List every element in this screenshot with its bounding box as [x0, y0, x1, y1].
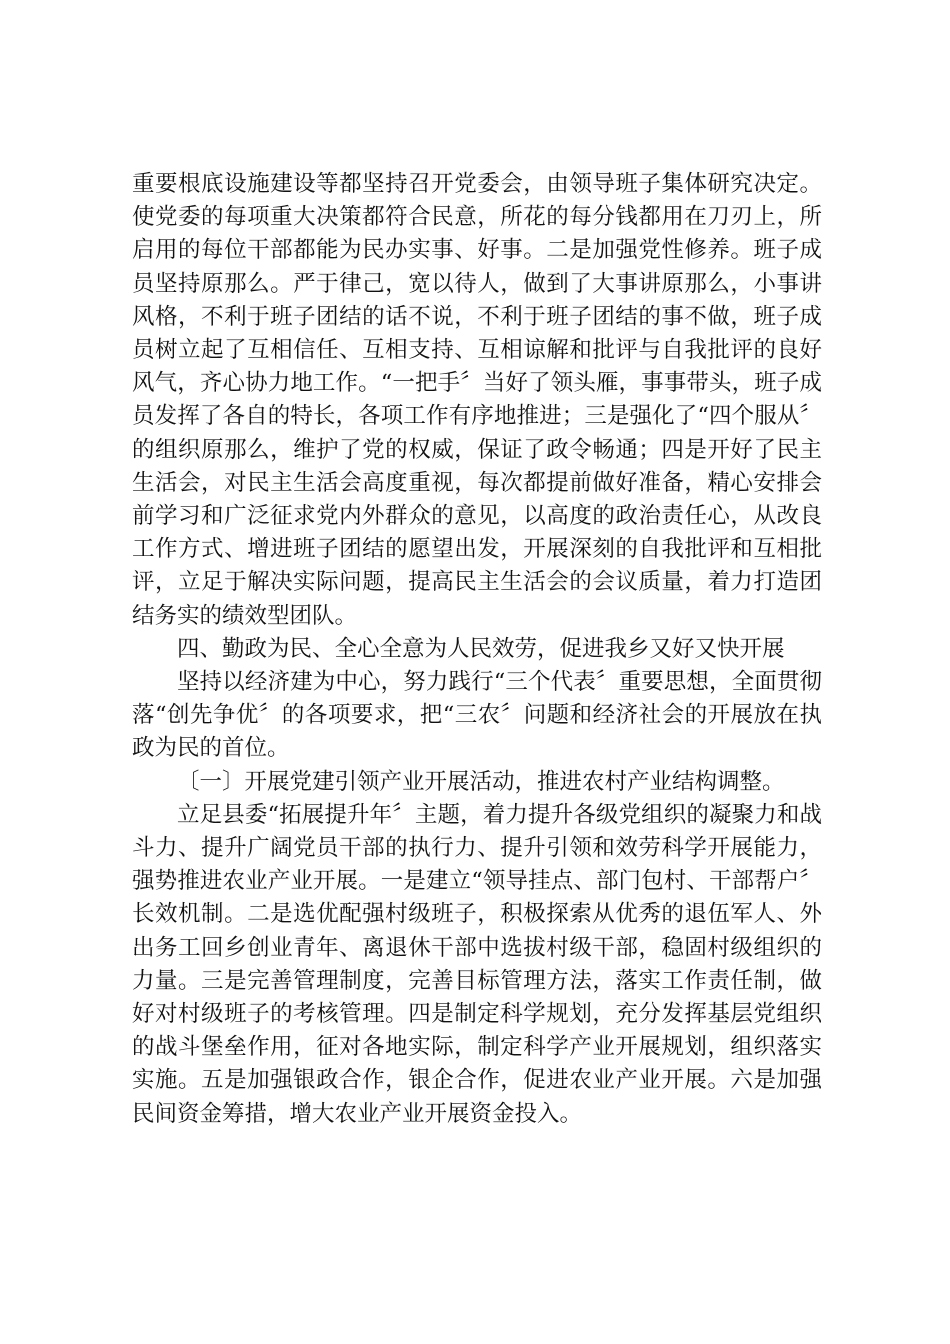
paragraph-economy-center: 坚持以经济建为中心，努力践行“三个代表〞重要思想，全面贯彻落“创先争优〞的各项要求，把“三农〞问题和经济社会的开展放在执政为民的首位。	[132, 669, 822, 762]
paragraph-party-committee: 重要根底设施建设等都坚持召开党委会，由领导班子集体研究决定。使党委的每项重大决策都符合民意，所花的每分钱都用在刀刃上，所启用的每位干部都能为民办实事、好事。二是加强党性修养。班子成员坚持原那么。严于律己，宽以待人，做到了大事讲原那么，小事讲风格，不利于班子团结的话不说，不利于班子团结的事不做，班子成员树立起了互相信任、互相支持、互相谅解和批评与自我批评的良好风气，齐心协力地工作。“一把手〞当好了领头雁，事事带头，班子成员发挥了各自的特长，各项工作有序地推进；三是强化了“四个服从〞的组织原那么，维护了党的权威，保证了政令畅通；四是开好了民主生活会，对民主生活会高度重视，每次都提前做好准备，精心安排会前学习和广泛征求党内外群众的意见，以高度的政治责任心，从改良工作方式、增进班子团结的愿望出发，开展深刻的自我批评和互相批评，立足于解决实际问题，提高民主生活会的会议质量，着力打造团结务实的绩效型团队。	[132, 171, 822, 629]
section-heading-four: 四、勤政为民、全心全意为人民效劳，促进我乡又好又快开展	[177, 635, 785, 662]
paragraph-industry-development: 立足县委“拓展提升年〞主题，着力提升各级党组织的凝聚力和战斗力、提升广阔党员干部的执行力、提升引领和效劳科学开展能力，强势推进农业产业开展。一是建立“领导挂点、部门包村、干部帮户〞长效机制。二是选优配强村级班子，积极探索从优秀的退伍军人、外出务工回乡创业青年、离退休干部中选拔村级干部，稳固村级组织的力量。三是完善管理制度，完善目标管理方法，落实工作责任制，做好对村级班子的考核管理。四是制定科学规划，充分发挥基层党组织的战斗堡垒作用，征对各地实际，制定科学产业开展规划，组织落实实施。五是加强银政合作，银企合作，促进农业产业开展。六是加强民间资金筹措，增大农业产业开展资金投入。	[132, 801, 822, 1127]
subsection-heading-one: 〔一〕开展党建引领产业开展活动，推进农村产业结构调整。	[177, 768, 785, 795]
document-page	[132, 168, 822, 1131]
